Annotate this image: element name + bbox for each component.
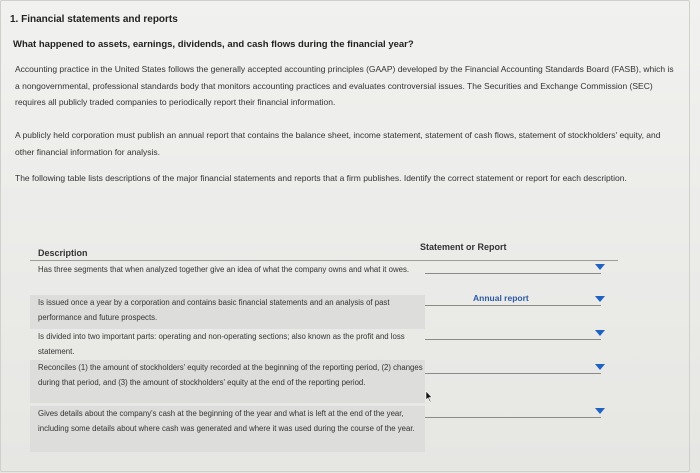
chevron-down-icon[interactable] <box>595 264 605 270</box>
dropdown-underline <box>425 373 601 374</box>
dropdown-selected-value: Annual report <box>473 293 529 303</box>
table-row-description: Gives details about the company's cash at the beginning of the year and what is left at the end of the year, including some details about where cash was generated and where it was used during the course of the year. <box>30 406 425 452</box>
question-heading: What happened to assets, earnings, dividends, and cash flows during the financial year? <box>13 39 414 50</box>
statement-dropdown-4[interactable] <box>425 360 605 374</box>
chevron-down-icon[interactable] <box>595 408 605 414</box>
table-row-description: Has three segments that when analyzed together give an idea of what the company owns and what it owes. <box>38 265 410 274</box>
statement-dropdown-2[interactable] <box>425 292 605 306</box>
table-row-description: Is issued once a year by a corporation and contains basic financial statements and an analysis of past performance and future prospects. <box>30 295 425 329</box>
chevron-down-icon[interactable] <box>595 364 605 370</box>
intro-paragraph-gaap: Accounting practice in the United States follows the generally accepted accounting principles (GAAP) developed by the Financial Accounting Standards Board (FASB), which is a nongovernmental, professional standards body that monitors accounting practices and evaluates controversial issues. The Securities and Exchange Commission (SEC) requires all publicly traded companies to periodically report their financial information. <box>15 64 674 107</box>
dropdown-underline <box>425 273 601 274</box>
chevron-down-icon[interactable] <box>595 296 605 302</box>
instructions-paragraph: The following table lists descriptions of the major financial statements and reports that a firm publishes. Identify the correct statement or report for each description. <box>15 173 627 183</box>
dropdown-underline <box>425 339 601 340</box>
column-header-description: Description <box>38 248 88 258</box>
statement-dropdown-1[interactable] <box>425 260 605 274</box>
dropdown-underline <box>425 417 601 418</box>
section-title: 1. Financial statements and reports <box>10 14 178 25</box>
table-row-description: Reconciles (1) the amount of stockholders' equity recorded at the beginning of the reporting period, (2) changes during that period, and (3) the amount of stockholders' equity at the end of the reporting period. <box>30 360 425 403</box>
column-header-statement: Statement or Report <box>420 242 507 252</box>
statement-dropdown-5[interactable] <box>425 404 605 418</box>
chevron-down-icon[interactable] <box>595 330 605 336</box>
dropdown-underline <box>425 305 601 306</box>
statement-dropdown-3[interactable] <box>425 326 605 340</box>
mouse-cursor-icon <box>425 391 435 403</box>
intro-paragraph-annual-report: A publicly held corporation must publish an annual report that contains the balance sheet, income statement, statement of cash flows, statement of stockholders' equity, and other financial information for analysis. <box>15 130 661 157</box>
table-row-description: Is divided into two important parts: operating and non-operating sections; also known as the profit and loss statement. <box>38 332 405 356</box>
